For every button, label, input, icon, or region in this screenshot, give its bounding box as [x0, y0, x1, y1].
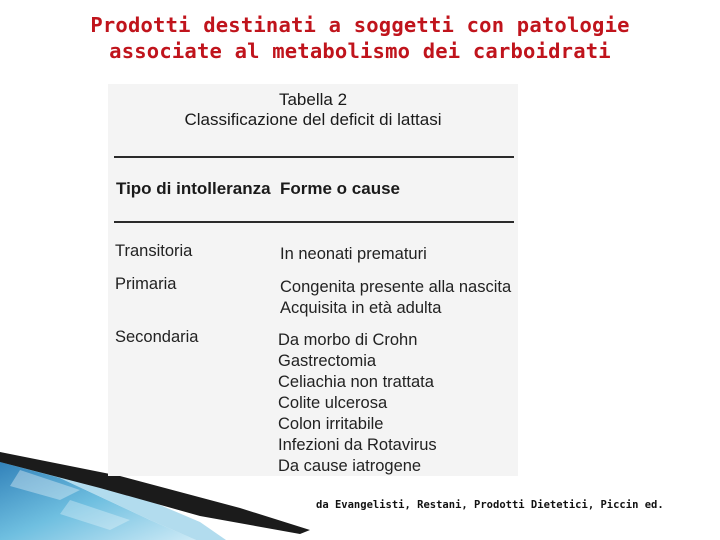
table-label: Tabella 2 — [278, 90, 348, 109]
cause-item: Infezioni da Rotavirus — [278, 436, 437, 454]
scanned-table — [108, 84, 518, 476]
cause-item: In neonati prematuri — [280, 245, 427, 263]
table-heading — [108, 90, 518, 130]
slide-title — [0, 12, 720, 64]
cause-item: Da cause iatrogene — [278, 457, 422, 475]
row-type-transitoria: Transitoria — [115, 242, 193, 260]
row-type-secondaria: Secondaria — [115, 328, 199, 346]
cause-item: Colite ulcerosa — [278, 394, 388, 412]
slide-title-line-1: Prodotti destinati a soggetti con patologie — [90, 13, 630, 37]
table-caption: Classificazione del deficit di lattasi — [184, 110, 442, 129]
cause-item: Acquisita in età adulta — [280, 299, 442, 317]
cause-item: Gastrectomia — [278, 352, 377, 370]
cause-item: Colon irritabile — [278, 415, 384, 433]
slide-title-line-2: associate al metabolismo dei carboidrati — [109, 39, 611, 63]
row-causes-secondaria — [278, 330, 437, 477]
cause-item: Da morbo di Crohn — [278, 331, 418, 349]
source-citation: da Evangelisti, Restani, Prodotti Dietetici, Piccin ed. — [316, 499, 664, 511]
row-causes-primaria — [280, 277, 511, 319]
cause-item: Celiachia non trattata — [278, 373, 434, 391]
row-type-primaria: Primaria — [115, 275, 177, 293]
column-header-type: Tipo di intolleranza — [116, 179, 271, 198]
table-rule-header — [114, 221, 514, 223]
cause-item: Congenita presente alla nascita — [280, 278, 512, 296]
table-rule-top — [114, 156, 514, 158]
column-header-forms: Forme o cause — [280, 179, 400, 198]
row-causes-transitoria — [280, 244, 427, 265]
